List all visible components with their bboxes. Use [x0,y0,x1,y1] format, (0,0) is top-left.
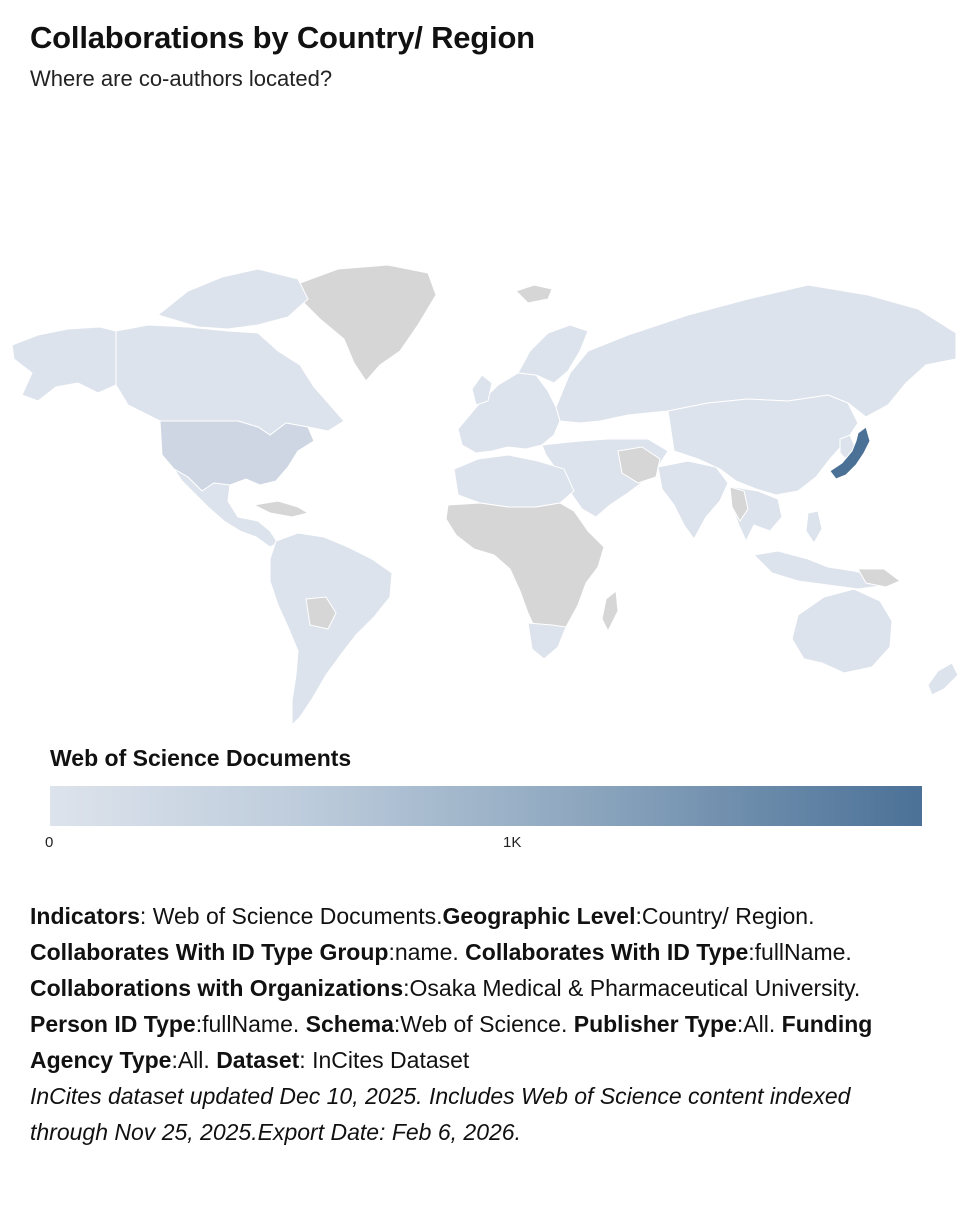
region-central-africa[interactable] [446,503,604,647]
collab-org-value: :Osaka Medical & Pharmaceutical University. [403,975,861,1001]
dataset-value: : InCites Dataset [299,1047,470,1073]
page-subtitle: Where are co-authors located? [30,66,333,91]
page-title: Collaborations by Country/ Region [30,20,535,55]
publisher-type-value: :All. [736,1011,782,1037]
schema-label: Schema [305,1011,394,1037]
region-western-europe[interactable] [458,373,560,453]
region-philippines[interactable] [806,511,822,543]
funding-agency-label: Funding Agency Type [30,1011,873,1073]
region-canada-islands[interactable] [158,269,308,329]
collab-id-type-label: Collaborates With ID Type [465,939,749,965]
collab-id-type-value: :fullName. [748,939,852,965]
collab-org-label: Collaborations with Organizations [30,975,404,1001]
legend-tick-1k: 1K [503,834,522,851]
publisher-type-label: Publisher Type [573,1011,737,1037]
region-iceland[interactable] [516,285,552,303]
region-south-africa[interactable] [528,623,566,659]
dataset-label: Dataset [216,1047,300,1073]
world-map-svg [8,255,964,730]
indicators-value: : Web of Science Documents. [139,903,443,929]
region-greenland[interactable] [300,265,436,381]
region-madagascar[interactable] [602,591,618,631]
legend-tick-0: 0 [45,834,54,851]
legend-title: Web of Science Documents [50,745,352,771]
region-caribbean[interactable] [254,501,308,517]
region-australia[interactable] [792,589,892,673]
region-alaska[interactable] [12,327,116,401]
region-new-zealand[interactable] [928,663,958,695]
collab-id-group-value: :name. [388,939,466,965]
geo-level-value: :Country/ Region. [635,903,815,929]
person-id-value: :fullName. [195,1011,306,1037]
person-id-label: Person ID Type [30,1011,196,1037]
schema-value: :Web of Science. [393,1011,574,1037]
collab-id-group-label: Collaborates With ID Type Group [30,939,389,965]
dataset-note: InCites dataset updated Dec 10, 2025. Includes Web of Science content indexed through Nov 25, 2025.Export Date: Feb 6, 2026. [30,1083,851,1145]
geo-level-label: Geographic Level [442,903,636,929]
region-canada[interactable] [116,325,344,435]
region-south-america[interactable] [270,533,392,725]
legend-color-scale [50,786,922,826]
funding-agency-value: :All. [171,1047,217,1073]
indicators-label: Indicators [30,903,140,929]
region-india[interactable] [658,461,728,539]
filter-summary [30,898,910,1150]
world-map[interactable] [8,255,964,730]
